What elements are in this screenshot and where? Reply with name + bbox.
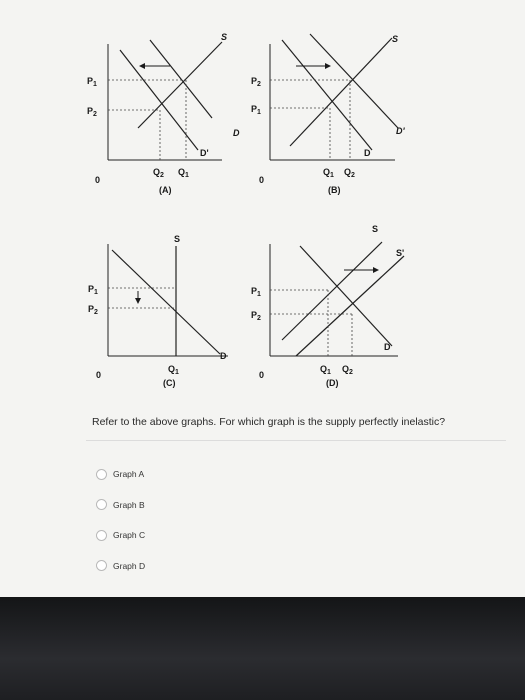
- graph-c-p-lower-label: $P_2$: [88, 304, 98, 316]
- graph-b-q-second-label: $Q_2$: [344, 167, 355, 179]
- option-label-graph-d: Graph D: [113, 560, 146, 571]
- graph-b-d-label: D: [364, 148, 371, 158]
- answer-options: [96, 459, 145, 581]
- monitor-bezel: [0, 597, 525, 700]
- graph-c-letter: (C): [163, 378, 176, 388]
- graph-a-origin: 0: [95, 175, 101, 185]
- graph-b-q-first-label: $Q_1$: [323, 167, 334, 179]
- graph-a-q-second-label: $Q_1$: [178, 167, 189, 179]
- graph-c-demand-line: [112, 250, 220, 354]
- radio-graph-a[interactable]: [96, 469, 107, 480]
- graph-d-q-second-label: $Q_2$: [342, 364, 353, 376]
- graph-b-origin: 0: [259, 175, 265, 185]
- graph-a-letter: (A): [159, 185, 172, 195]
- graph-a-d2-label: D': [200, 148, 209, 158]
- graph-a-d-label: D: [233, 128, 240, 138]
- graph-d-demand-line: [300, 246, 392, 346]
- option-label-graph-a: Graph A: [113, 469, 145, 480]
- graph-b-p-lower-label: $P_1$: [251, 104, 261, 116]
- graph-d-s2-label: S': [396, 248, 405, 258]
- graph-d-origin: 0: [259, 370, 265, 380]
- graph-c-s-label: S: [174, 234, 181, 244]
- graph-b-letter: (B): [328, 185, 341, 195]
- graph-b-d2-label: D': [396, 126, 405, 136]
- graph-d-letter: (D): [326, 378, 339, 388]
- graph-a-p-lower-label: $P_2$: [87, 106, 97, 118]
- graph-d-q-first-label: $Q_1$: [320, 364, 331, 376]
- option-graph-b[interactable]: [96, 490, 145, 521]
- divider: [86, 440, 506, 441]
- graph-d-p-lower-label: $P_2$: [251, 310, 261, 322]
- graph-c: [88, 234, 228, 388]
- graph-a-s-label: S: [221, 32, 228, 42]
- graph-b-s-label: S: [392, 34, 399, 44]
- radio-graph-d[interactable]: [96, 560, 107, 571]
- graph-a-q-first-label: $Q_2$: [153, 167, 164, 179]
- graph-a-p-upper-label: $P_1$: [87, 76, 97, 88]
- graph-b-supply-line: [290, 38, 392, 146]
- graph-c-origin: 0: [96, 370, 102, 380]
- question-text: Refer to the above graphs. For which graph is the supply perfectly inelastic?: [92, 416, 446, 428]
- option-graph-d[interactable]: [96, 551, 145, 582]
- graph-a: [87, 32, 240, 195]
- option-label-graph-b: Graph B: [113, 499, 145, 510]
- option-label-graph-c: Graph C: [113, 530, 146, 541]
- graph-d: [251, 224, 404, 388]
- graph-d-d-label: D: [384, 342, 391, 352]
- graph-c-p-upper-label: $P_1$: [88, 284, 98, 296]
- option-graph-c[interactable]: [96, 520, 145, 551]
- graph-d-p-upper-label: $P_1$: [251, 286, 261, 298]
- graph-b: [251, 34, 405, 195]
- graph-d-s-label: S: [372, 224, 379, 234]
- graph-b-demand-line: [282, 40, 372, 150]
- radio-graph-b[interactable]: [96, 499, 107, 510]
- radio-graph-c[interactable]: [96, 530, 107, 541]
- option-graph-a[interactable]: [96, 459, 145, 490]
- graph-c-d-label: D: [220, 351, 227, 361]
- graph-c-q-label: $Q_1$: [168, 364, 179, 376]
- graph-b-demand-shift-line: [310, 34, 398, 128]
- graph-b-p-upper-label: $P_2$: [251, 76, 261, 88]
